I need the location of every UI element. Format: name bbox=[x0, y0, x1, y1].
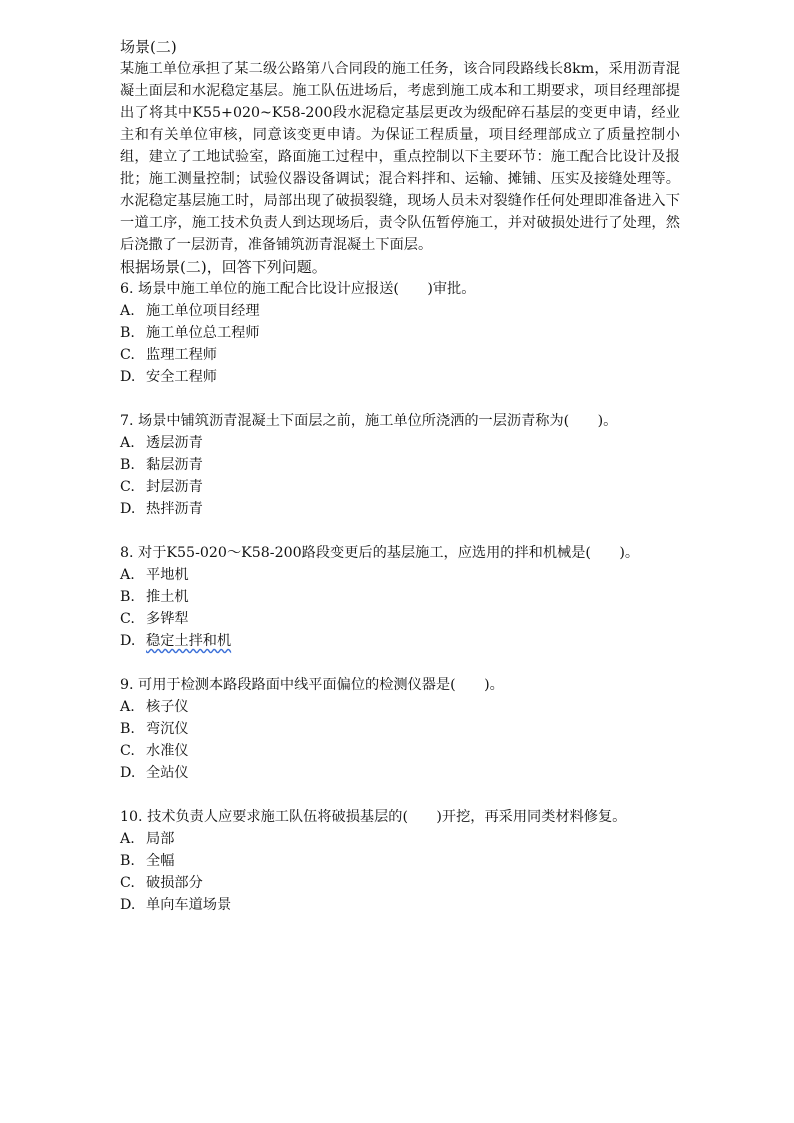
option-a bbox=[120, 564, 680, 586]
option-text: 封层沥青 bbox=[146, 479, 203, 495]
question-6 bbox=[120, 278, 680, 388]
option-text: 单向车道场景 bbox=[146, 897, 232, 913]
option-text: 平地机 bbox=[146, 567, 189, 583]
option-a bbox=[120, 300, 680, 322]
option-d bbox=[120, 498, 680, 520]
option-c bbox=[120, 740, 680, 762]
option-text: 水准仪 bbox=[146, 743, 189, 759]
question-list bbox=[120, 278, 680, 916]
option-letter: B. bbox=[120, 457, 135, 473]
option-text: 监理工程师 bbox=[146, 347, 217, 363]
option-b bbox=[120, 322, 680, 344]
content-area bbox=[120, 36, 680, 916]
option-letter: D. bbox=[120, 369, 136, 385]
option-letter: A. bbox=[120, 831, 135, 847]
option-a bbox=[120, 432, 680, 454]
option-letter: C. bbox=[120, 875, 135, 891]
option-text: 核子仪 bbox=[146, 699, 189, 715]
option-c bbox=[120, 476, 680, 498]
option-letter: C. bbox=[120, 347, 135, 363]
option-text: 局部 bbox=[146, 831, 175, 847]
option-text: 黏层沥青 bbox=[146, 457, 203, 473]
option-list bbox=[120, 696, 680, 784]
option-c bbox=[120, 608, 680, 630]
option-text: 稳定土拌和机 bbox=[146, 633, 232, 649]
option-text: 破损部分 bbox=[146, 875, 203, 891]
question-stem: 10. 技术负责人应要求施工队伍将破损基层的( )开挖，再采用同类材料修复。 bbox=[120, 809, 627, 825]
option-b bbox=[120, 586, 680, 608]
option-text: 热拌沥青 bbox=[146, 501, 203, 517]
option-letter: B. bbox=[120, 589, 135, 605]
question-stem: 8. 对于K55-020～K58-200路段变更后的基层施工，应选用的拌和机械是( )。 bbox=[120, 545, 640, 561]
instruction-text: 根据场景(二)，回答下列问题。 bbox=[120, 258, 327, 276]
option-letter: D. bbox=[120, 501, 136, 517]
option-text: 透层沥青 bbox=[146, 435, 203, 451]
option-b bbox=[120, 454, 680, 476]
question-7 bbox=[120, 410, 680, 520]
option-a bbox=[120, 828, 680, 850]
option-letter: D. bbox=[120, 633, 136, 649]
option-text: 推土机 bbox=[146, 589, 189, 605]
option-list bbox=[120, 828, 680, 916]
option-a bbox=[120, 696, 680, 718]
question-8 bbox=[120, 542, 680, 652]
option-c bbox=[120, 872, 680, 894]
option-letter: D. bbox=[120, 765, 136, 781]
option-d bbox=[120, 894, 680, 916]
option-letter: A. bbox=[120, 567, 135, 583]
option-letter: B. bbox=[120, 325, 135, 341]
option-d bbox=[120, 762, 680, 784]
option-letter: B. bbox=[120, 721, 135, 737]
option-letter: D. bbox=[120, 897, 136, 913]
option-text: 全站仪 bbox=[146, 765, 189, 781]
option-list bbox=[120, 432, 680, 520]
question-stem: 7. 场景中铺筑沥青混凝土下面层之前，施工单位所浇洒的一层沥青称为( )。 bbox=[120, 413, 618, 429]
option-letter: B. bbox=[120, 853, 135, 869]
option-list bbox=[120, 300, 680, 388]
option-text: 全幅 bbox=[146, 853, 175, 869]
option-d bbox=[120, 630, 680, 652]
option-text: 多铧犁 bbox=[146, 611, 189, 627]
option-b bbox=[120, 850, 680, 872]
option-letter: C. bbox=[120, 479, 135, 495]
option-letter: A. bbox=[120, 699, 135, 715]
scenario-text: 某施工单位承担了某二级公路第八合同段的施工任务，该合同段路线长8km，采用沥青混凝土面层和水泥稳定基层。施工队伍进场后，考虑到施工成本和工期要求，项目经理部提出了将其中K55+020~K58-200段水泥稳定基层更改为级配碎石基层的变更申请，经业主和有关单位审核，同意该变更申请。为保证工程质量，项目经理部成立了质量控制小组，建立了工地试验室，路面施工过程中，重点控制以下主要环节：施工配合比设计及报批；施工测量控制；试验仪器设备调试；混合料拌和、运输、摊铺、压实及接缝处理等。水泥稳定基层施工时，局部出现了破损裂缝，现场人员未对裂缝作任何处理即准备进入下一道工序，施工技术负责人到达现场后，责令队伍暂停施工，并对破损处进行了处理，然后浇撒了一层沥青，准备铺筑沥青混凝土下面层。 bbox=[120, 61, 680, 253]
option-letter: C. bbox=[120, 611, 135, 627]
option-text: 安全工程师 bbox=[146, 369, 217, 385]
option-text: 弯沉仪 bbox=[146, 721, 189, 737]
question-9 bbox=[120, 674, 680, 784]
option-letter: A. bbox=[120, 435, 135, 451]
option-text: 施工单位项目经理 bbox=[146, 303, 260, 319]
option-list bbox=[120, 564, 680, 652]
option-c bbox=[120, 344, 680, 366]
scenario-title: 场景(二) bbox=[120, 38, 177, 56]
option-letter: C. bbox=[120, 743, 135, 759]
option-b bbox=[120, 718, 680, 740]
option-text: 施工单位总工程师 bbox=[146, 325, 260, 341]
option-d bbox=[120, 366, 680, 388]
question-stem: 9. 可用于检测本路段路面中线平面偏位的检测仪器是( )。 bbox=[120, 677, 504, 693]
question-10 bbox=[120, 806, 680, 916]
question-stem: 6. 场景中施工单位的施工配合比设计应报送( )审批。 bbox=[120, 281, 476, 297]
option-letter: A. bbox=[120, 303, 135, 319]
